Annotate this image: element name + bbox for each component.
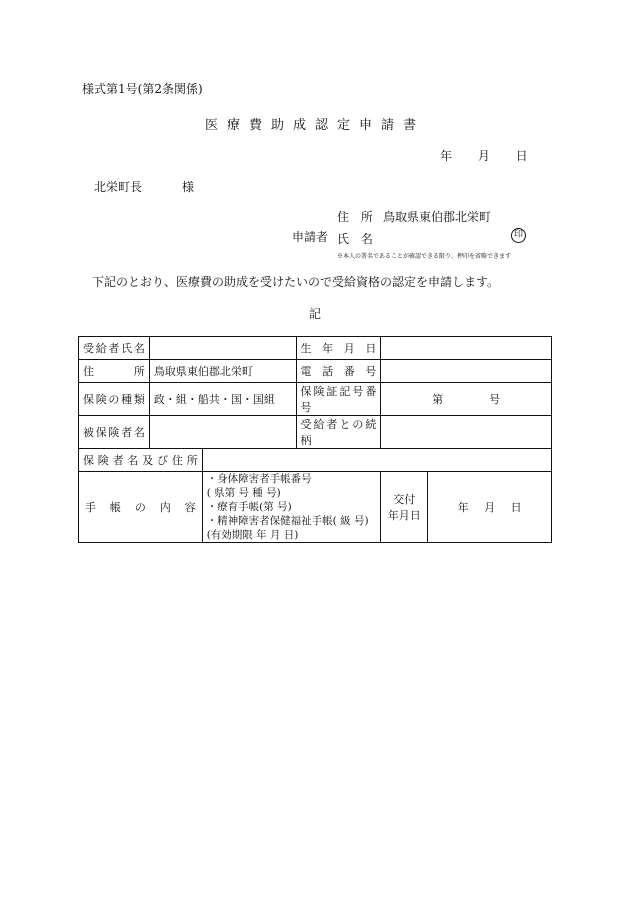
- phone-field[interactable]: [381, 360, 552, 383]
- relationship-field[interactable]: [381, 416, 552, 449]
- form-title: 医療費助成認定申請書: [204, 118, 425, 133]
- applicant-name-label: 氏 名: [337, 232, 377, 246]
- techo-line: ( 県第 号 種 号): [206, 487, 281, 499]
- relationship-label: 受給者との続柄: [296, 416, 381, 449]
- table-row: [79, 383, 552, 416]
- techo-line: ・療育手帳(第 号): [206, 501, 292, 513]
- table-row: [79, 472, 552, 543]
- address-label: 住 所: [79, 360, 150, 383]
- techo-line: ・精神障害者保健福祉手帳( 級 号): [206, 515, 369, 527]
- issue-label-2: 年月日: [387, 509, 421, 522]
- date-line: 年 月 日: [440, 149, 528, 163]
- techo-content[interactable]: [202, 472, 381, 543]
- addressee: [94, 178, 194, 195]
- birthdate-field[interactable]: [381, 337, 552, 360]
- addressee-office: 北栄町長: [94, 180, 143, 194]
- insured-name-field[interactable]: [149, 416, 296, 449]
- applicant-label: 申請者: [292, 230, 329, 244]
- applicant-name: [337, 230, 383, 247]
- techo-label: 手 帳 の 内 容: [79, 472, 203, 543]
- applicant-address-label: 住 所: [337, 210, 377, 224]
- insurance-type-field[interactable]: 政・組・船共・国・国組: [149, 383, 296, 416]
- applicant-address: [337, 208, 491, 225]
- form-number: 様式第1号(第2条関係): [82, 82, 203, 96]
- insurer-label: 保険者名及び住所: [79, 449, 203, 472]
- issue-date-field[interactable]: 年 月 日: [428, 472, 552, 543]
- addressee-honorific: 様: [182, 180, 195, 194]
- phone-label: 電 話 番 号: [296, 360, 381, 383]
- issue-label-1: 交付: [393, 493, 416, 506]
- insurance-number-field[interactable]: [381, 383, 552, 416]
- address-field[interactable]: 鳥取県東伯郡北栄町: [149, 360, 296, 383]
- ki-heading: 記: [308, 307, 321, 321]
- issue-date-label: [381, 472, 428, 543]
- table-row: [79, 449, 552, 472]
- insurer-field[interactable]: [202, 449, 551, 472]
- birthdate-label: 生 年 月 日: [296, 337, 381, 360]
- insurance-type-label: 保険の種類: [79, 383, 150, 416]
- insured-name-label: 被保険者名: [79, 416, 150, 449]
- seal-mark: 印: [511, 228, 526, 243]
- techo-line: (有効期限 年 月 日): [206, 529, 299, 541]
- table-row: [79, 337, 552, 360]
- signature-note: ※本人の署名であることが確認できる限り、押印を省略できます: [337, 253, 512, 260]
- statement: 下記のとおり、医療費の助成を受けたいので受給資格の認定を申請します。: [92, 275, 500, 289]
- application-table: [78, 336, 552, 543]
- insurance-number-label: 保険証記号番号: [296, 383, 381, 416]
- insurance-number-go: 号: [489, 393, 501, 406]
- table-row: [79, 360, 552, 383]
- recipient-name-field[interactable]: [149, 337, 296, 360]
- table-row: [79, 416, 552, 449]
- recipient-name-label: 受給者氏名: [79, 337, 150, 360]
- insurance-number-dai: 第: [432, 393, 444, 406]
- techo-line: ・身体障害者手帳番号: [206, 473, 312, 485]
- applicant-address-value[interactable]: 鳥取県東伯郡北栄町: [383, 210, 492, 224]
